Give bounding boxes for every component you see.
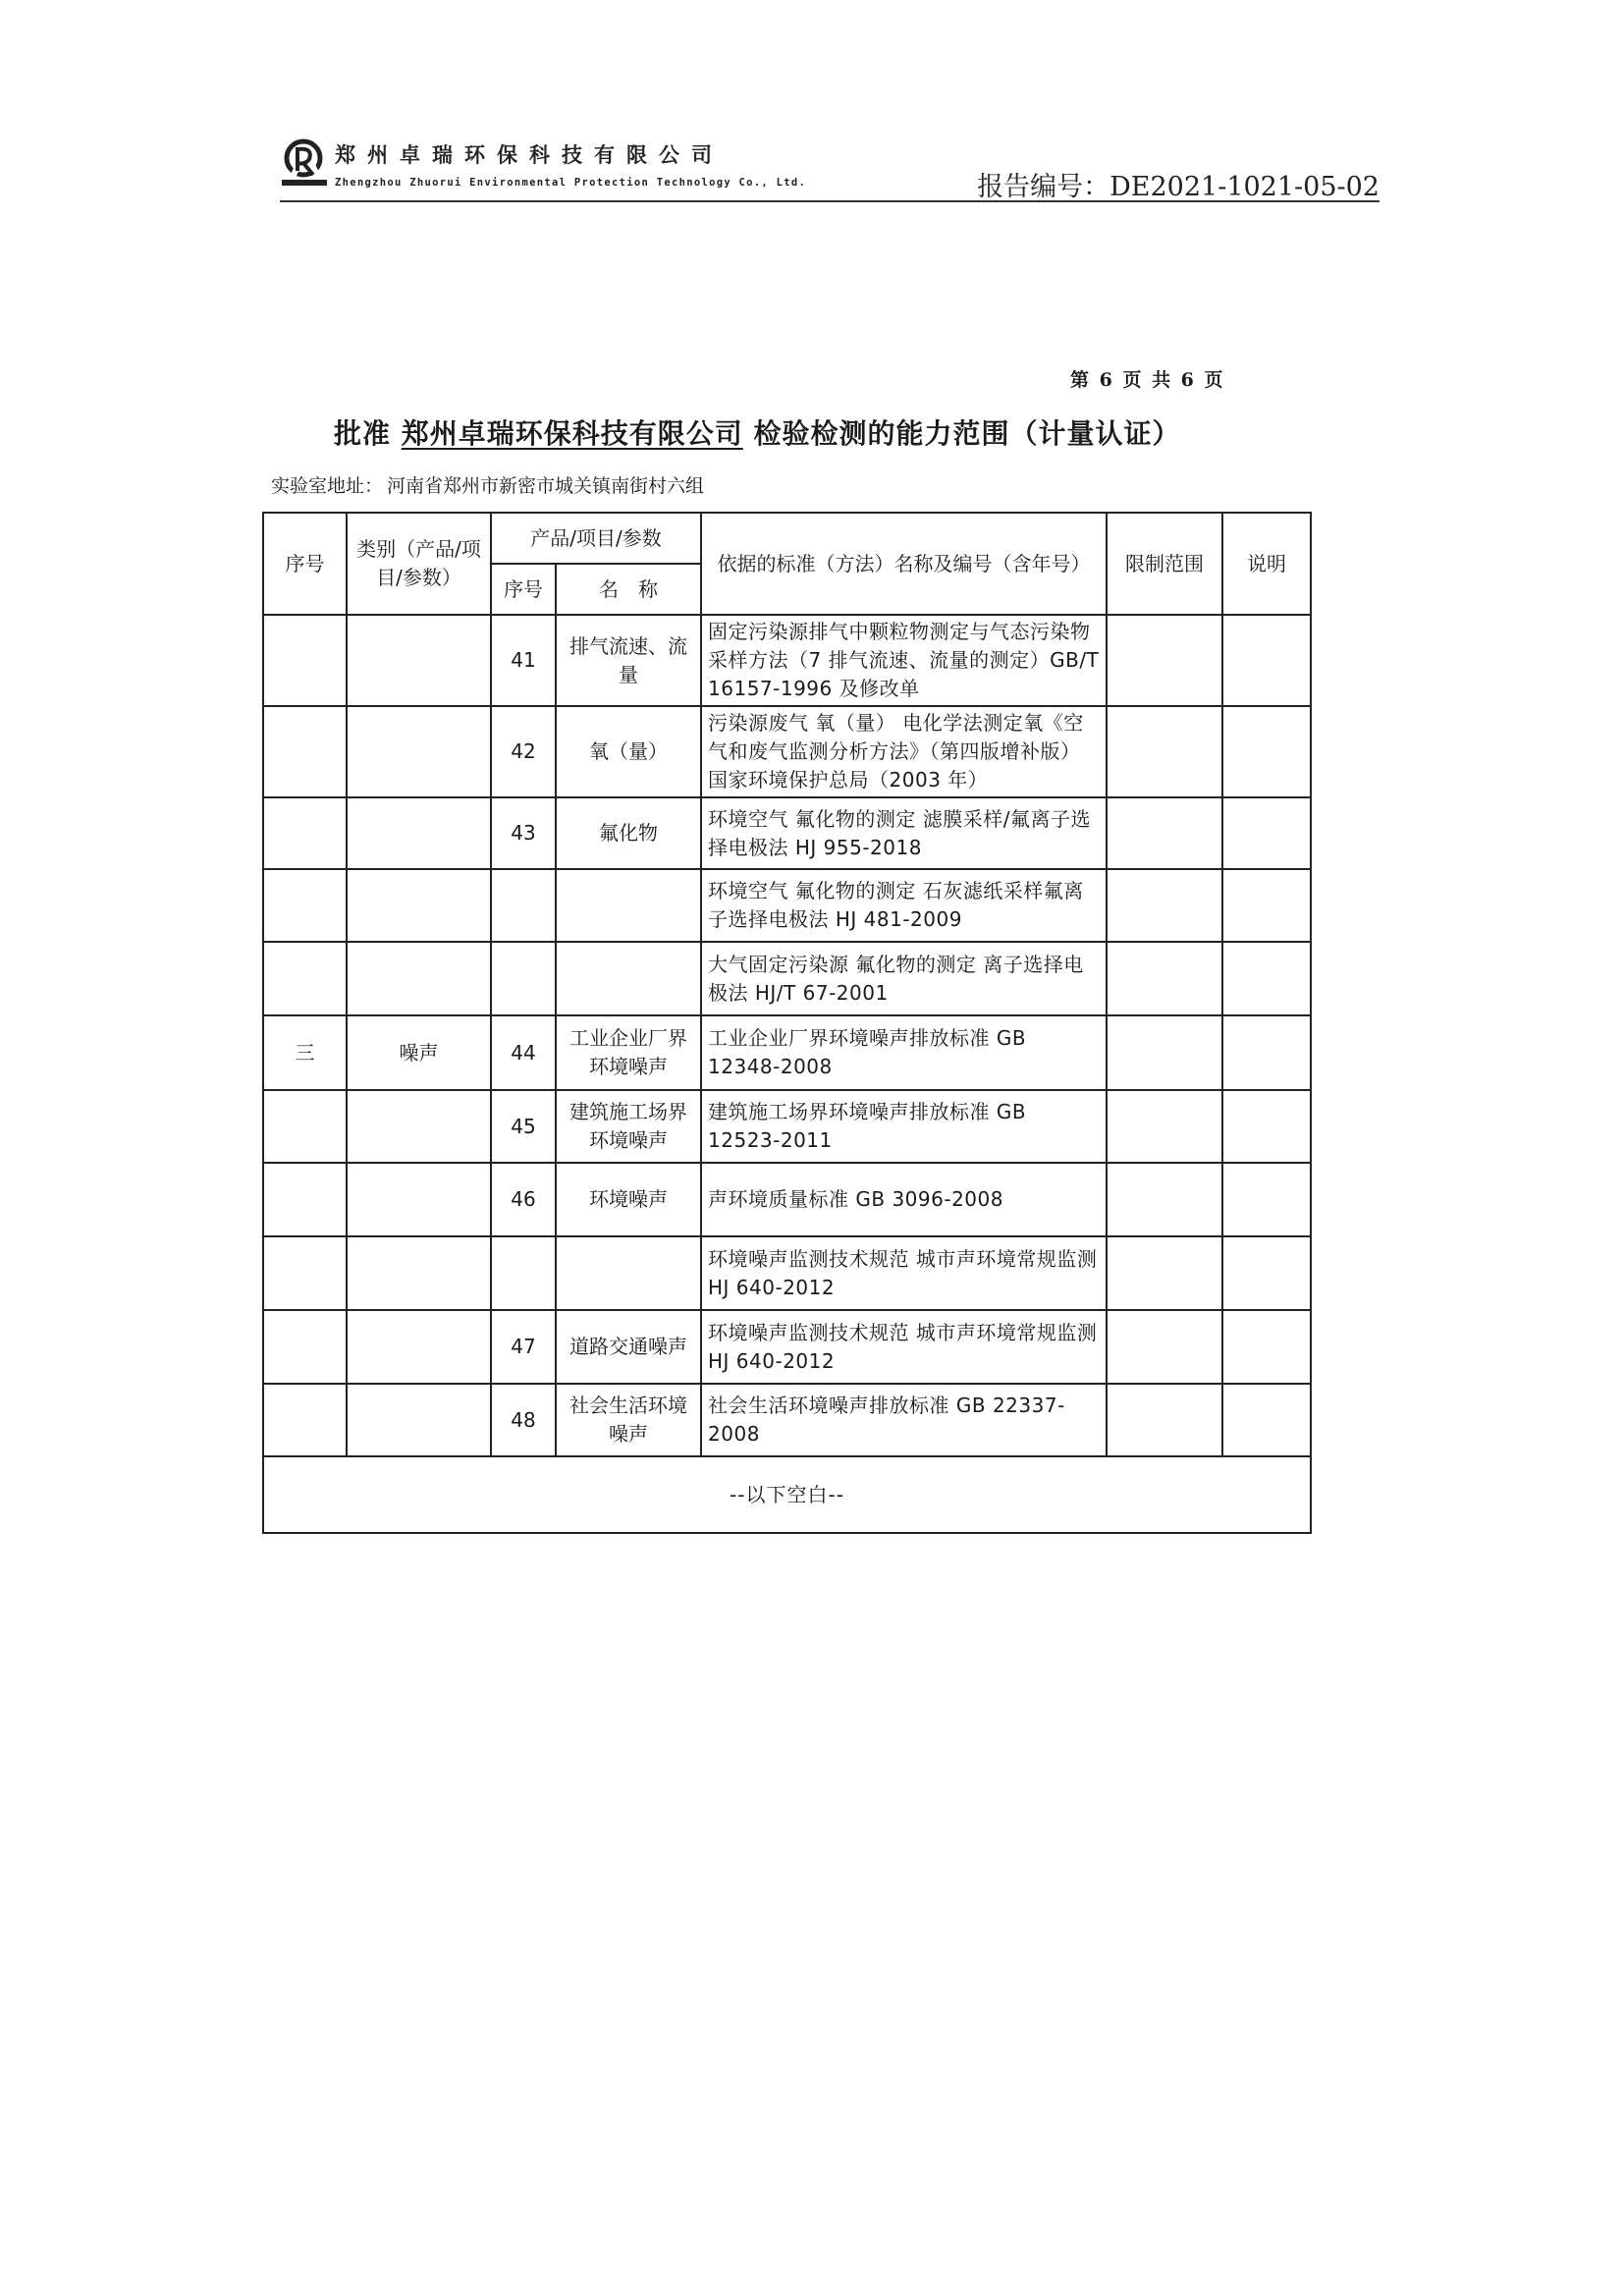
row-category <box>347 797 491 869</box>
row-note <box>1222 706 1311 797</box>
row-item-seq <box>491 1236 556 1310</box>
row-note <box>1222 615 1311 706</box>
capability-table <box>262 512 1312 1534</box>
header-standard: 依据的标准（方法）名称及编号（含年号） <box>701 513 1107 615</box>
row-category: 噪声 <box>347 1015 491 1090</box>
header-item-seq: 序号 <box>491 564 556 615</box>
row-note <box>1222 1384 1311 1456</box>
address-value: 河南省郑州市新密市城关镇南街村六组 <box>387 475 705 497</box>
row-limit <box>1107 615 1222 706</box>
row-seq <box>263 1163 347 1236</box>
table-row <box>263 797 1311 869</box>
row-item-seq: 48 <box>491 1384 556 1456</box>
lab-address <box>271 471 704 498</box>
row-item-seq <box>491 869 556 942</box>
row-item-name <box>556 1236 701 1310</box>
table-row <box>263 1384 1311 1456</box>
table-row <box>263 1015 1311 1090</box>
row-limit <box>1107 797 1222 869</box>
header-product-group: 产品/项目/参数 <box>491 513 701 564</box>
row-seq <box>263 706 347 797</box>
row-note <box>1222 1236 1311 1310</box>
row-standard: 环境噪声监测技术规范 城市声环境常规监测 HJ 640-2012 <box>701 1236 1107 1310</box>
table-row <box>263 1236 1311 1310</box>
row-item-seq <box>491 942 556 1015</box>
row-note <box>1222 1163 1311 1236</box>
row-seq: 三 <box>263 1015 347 1090</box>
row-limit <box>1107 706 1222 797</box>
title-org: 郑州卓瑞环保科技有限公司 <box>401 417 743 450</box>
header-limit: 限制范围 <box>1107 513 1222 615</box>
header-divider <box>280 200 1380 202</box>
row-note <box>1222 1015 1311 1090</box>
row-standard: 声环境质量标准 GB 3096-2008 <box>701 1163 1107 1236</box>
row-note <box>1222 1310 1311 1384</box>
row-item-name: 氧（量） <box>556 706 701 797</box>
table-row <box>263 615 1311 706</box>
row-item-name: 社会生活环境噪声 <box>556 1384 701 1456</box>
title-suffix: 检验检测的能力范围（计量认证） <box>753 417 1181 450</box>
row-item-seq: 46 <box>491 1163 556 1236</box>
row-item-name: 环境噪声 <box>556 1163 701 1236</box>
header-seq: 序号 <box>263 513 347 615</box>
row-item-name: 建筑施工场界环境噪声 <box>556 1090 701 1163</box>
row-category <box>347 1236 491 1310</box>
row-item-seq: 42 <box>491 706 556 797</box>
row-note <box>1222 1090 1311 1163</box>
table-row <box>263 706 1311 797</box>
row-seq <box>263 615 347 706</box>
row-limit <box>1107 1015 1222 1090</box>
row-standard: 环境空气 氟化物的测定 滤膜采样/氟离子选择电极法 HJ 955-2018 <box>701 797 1107 869</box>
row-standard: 社会生活环境噪声排放标准 GB 22337-2008 <box>701 1384 1107 1456</box>
company-name-en: Zhengzhou Zhuorui Environmental Protection Technology Co., Ltd. <box>335 177 807 189</box>
table-row <box>263 1163 1311 1236</box>
row-seq <box>263 1236 347 1310</box>
row-item-name: 道路交通噪声 <box>556 1310 701 1384</box>
table-row <box>263 869 1311 942</box>
header-note: 说明 <box>1222 513 1311 615</box>
row-standard: 环境噪声监测技术规范 城市声环境常规监测 HJ 640-2012 <box>701 1310 1107 1384</box>
table-footer-row <box>263 1456 1311 1533</box>
address-label: 实验室地址： <box>271 475 384 497</box>
row-category <box>347 869 491 942</box>
row-category <box>347 706 491 797</box>
page-title <box>334 412 1276 452</box>
row-seq <box>263 797 347 869</box>
row-category <box>347 1384 491 1456</box>
row-seq <box>263 869 347 942</box>
row-note <box>1222 797 1311 869</box>
blank-below-note: --以下空白-- <box>263 1456 1311 1533</box>
company-logo-icon <box>280 136 331 187</box>
row-seq <box>263 1090 347 1163</box>
row-limit <box>1107 1236 1222 1310</box>
row-category <box>347 942 491 1015</box>
row-category <box>347 1090 491 1163</box>
row-standard: 大气固定污染源 氟化物的测定 离子选择电极法 HJ/T 67-2001 <box>701 942 1107 1015</box>
row-limit <box>1107 1090 1222 1163</box>
row-limit <box>1107 869 1222 942</box>
row-seq <box>263 1384 347 1456</box>
row-item-name <box>556 942 701 1015</box>
row-category <box>347 1163 491 1236</box>
row-item-name: 排气流速、流量 <box>556 615 701 706</box>
header-category: 类别（产品/项目/参数） <box>347 513 491 615</box>
row-standard: 固定污染源排气中颗粒物测定与气态污染物采样方法（7 排气流速、流量的测定）GB/T 16157-1996 及修改单 <box>701 615 1107 706</box>
row-category <box>347 615 491 706</box>
row-category <box>347 1310 491 1384</box>
page-header <box>280 136 1380 204</box>
row-limit <box>1107 1310 1222 1384</box>
row-item-name: 氟化物 <box>556 797 701 869</box>
row-limit <box>1107 1163 1222 1236</box>
row-item-name: 工业企业厂界环境噪声 <box>556 1015 701 1090</box>
row-standard: 建筑施工场界环境噪声排放标准 GB 12523-2011 <box>701 1090 1107 1163</box>
row-item-seq: 43 <box>491 797 556 869</box>
row-note <box>1222 942 1311 1015</box>
row-item-seq: 44 <box>491 1015 556 1090</box>
row-item-seq: 47 <box>491 1310 556 1384</box>
table-row <box>263 1090 1311 1163</box>
row-seq <box>263 1310 347 1384</box>
row-limit <box>1107 942 1222 1015</box>
row-standard: 环境空气 氟化物的测定 石灰滤纸采样氟离子选择电极法 HJ 481-2009 <box>701 869 1107 942</box>
report-number: 报告编号：DE2021-1021-05-02 <box>977 172 1380 202</box>
row-standard: 工业企业厂界环境噪声排放标准 GB 12348-2008 <box>701 1015 1107 1090</box>
table-row <box>263 1310 1311 1384</box>
page-number: 第 6 页 共 6 页 <box>1070 369 1225 391</box>
title-prefix: 批准 <box>334 417 392 450</box>
row-standard: 污染源废气 氧（量） 电化学法测定氧《空气和废气监测分析方法》（第四版增补版）国家环境保护总局（2003 年） <box>701 706 1107 797</box>
row-item-seq: 45 <box>491 1090 556 1163</box>
row-note <box>1222 869 1311 942</box>
header-item-name: 名 称 <box>556 564 701 615</box>
row-limit <box>1107 1384 1222 1456</box>
row-item-name <box>556 869 701 942</box>
table-row <box>263 942 1311 1015</box>
row-seq <box>263 942 347 1015</box>
company-name-cn: 郑州卓瑞环保科技有限公司 <box>335 143 724 167</box>
row-item-seq: 41 <box>491 615 556 706</box>
